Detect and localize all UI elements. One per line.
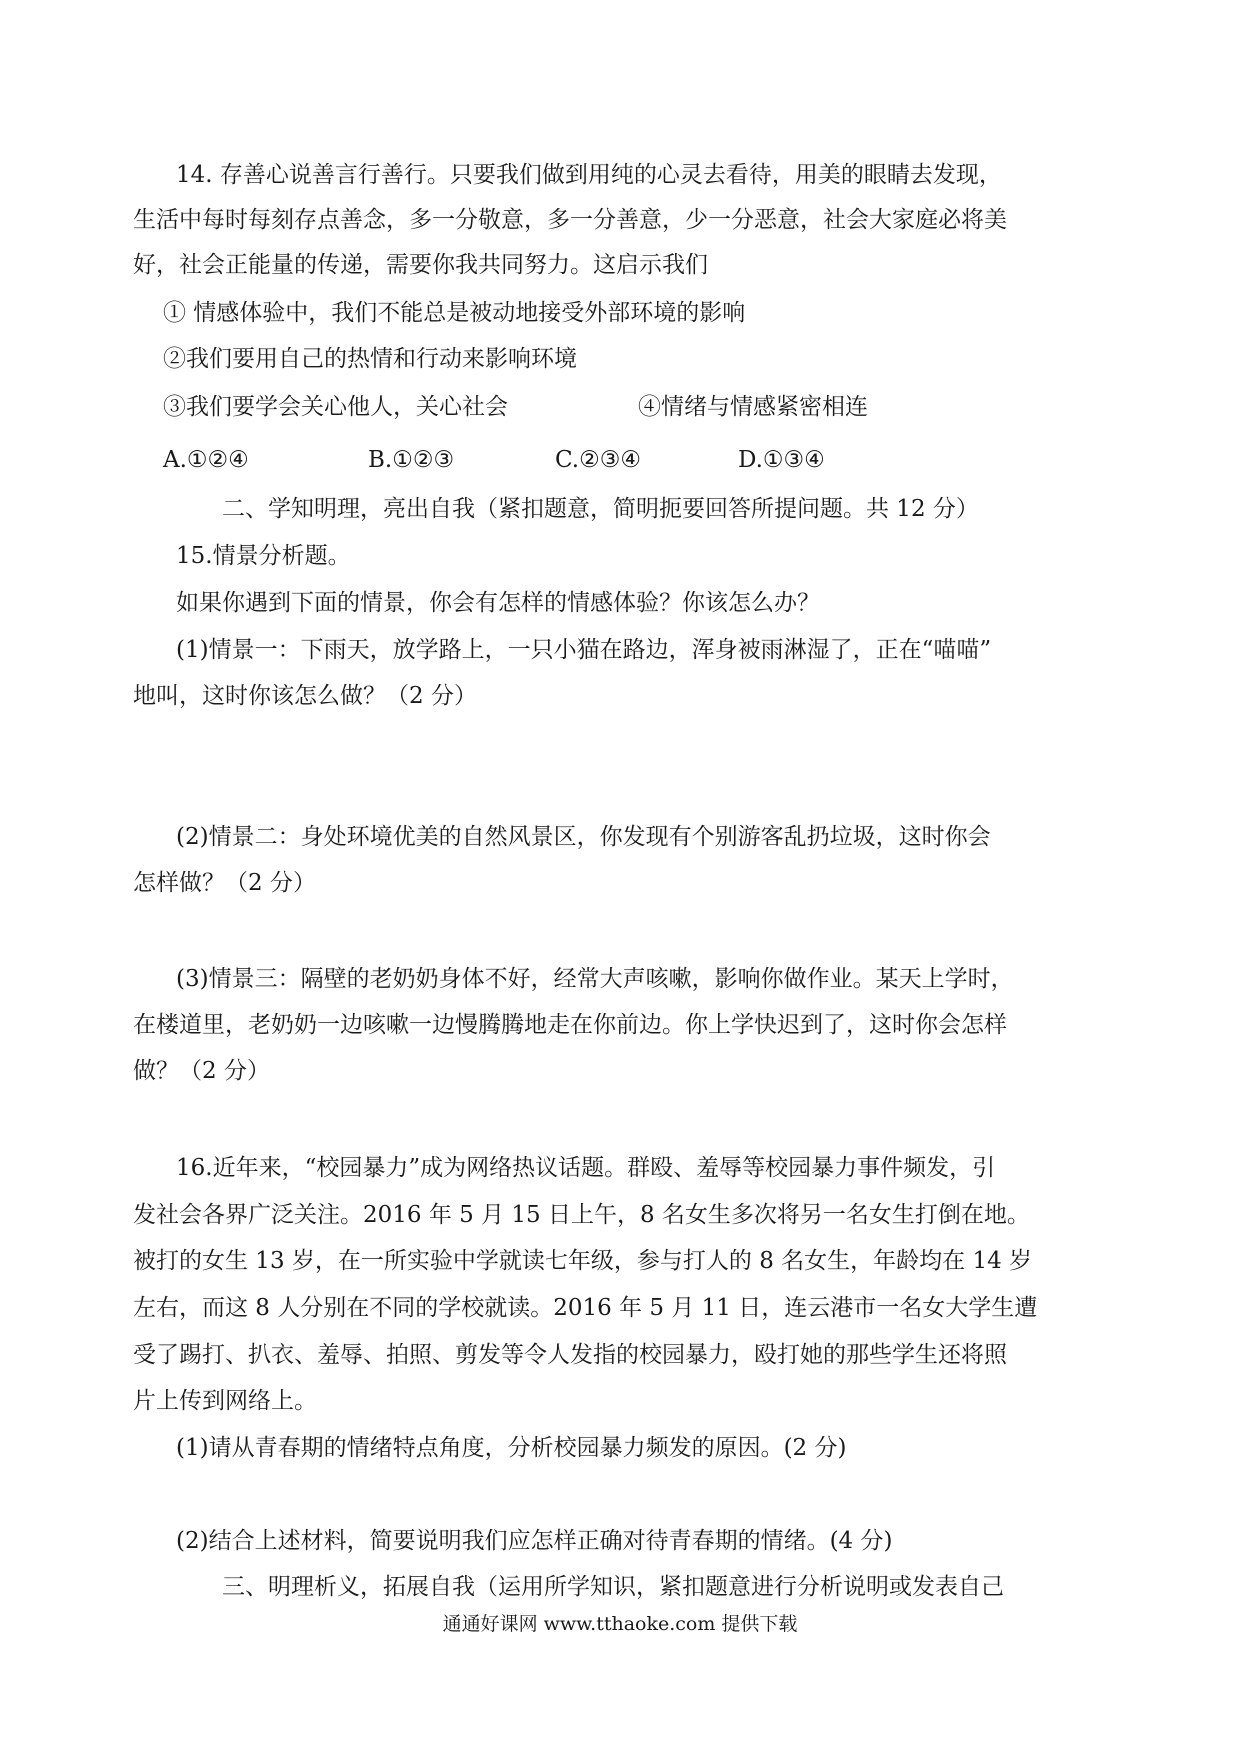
q15-title: 15.情景分析题。 xyxy=(176,543,351,569)
q14-statement-3: ③我们要学会关心他人，关心社会 xyxy=(163,394,508,420)
q15-intro: 如果你遇到下面的情景，你会有怎样的情感体验？你该怎么办？ xyxy=(176,590,820,616)
q14-stem-line-1: 14. 存善心说善言行善行。只要我们做到用纯的心灵去看待，用美的眼睛去发现， xyxy=(176,162,1002,188)
q14-stem-line-3: 好，社会正能量的传递，需要你我共同努力。这启示我们 xyxy=(133,252,708,278)
q15-scenario-2-line-1: (2)情景二：身处环境优美的自然风景区，你发现有个别游客乱扔垃圾，这时你会 xyxy=(176,824,991,850)
q16-subquestion-1: (1)请从青春期的情绪特点角度，分析校园暴力频发的原因。(2 分) xyxy=(176,1435,847,1461)
q16-stem-line-6: 片上传到网络上。 xyxy=(133,1388,317,1414)
q16-stem-line-4: 左右，而这 8 人分别在不同的学校就读。2016 年 5 月 11 日，连云港市一名女大学生遭 xyxy=(133,1295,1038,1321)
q14-option-b: B.①②③ xyxy=(368,447,455,473)
section-3-heading: 三、明理析义，拓展自我（运用所学知识，紧扣题意进行分析说明或发表自己 xyxy=(222,1574,1004,1600)
q14-statement-2: ②我们要用自己的热情和行动来影响环境 xyxy=(163,346,577,372)
q15-scenario-3-line-2: 在楼道里，老奶奶一边咳嗽一边慢腾腾地走在你前边。你上学快迟到了，这时你会怎样 xyxy=(133,1012,1007,1038)
q15-scenario-3-line-3: 做？（2 分） xyxy=(133,1058,270,1084)
section-2-heading: 二、学知明理，亮出自我（紧扣题意，简明扼要回答所提问题。共 12 分） xyxy=(222,496,979,522)
q16-stem-line-2: 发社会各界广泛关注。2016 年 5 月 15 日上午，8 名女生多次将另一名女生打倒在地。 xyxy=(133,1202,1030,1228)
q16-stem-line-1: 16.近年来，“校园暴力”成为网络热议话题。群殴、羞辱等校园暴力事件频发，引 xyxy=(176,1155,996,1181)
q15-scenario-1-line-1: (1)情景一：下雨天，放学路上，一只小猫在路边，浑身被雨淋湿了，正在“喵喵” xyxy=(176,637,992,663)
q14-stem-line-2: 生活中每时每刻存点善念，多一分敬意，多一分善意，少一分恶意，社会大家庭必将美 xyxy=(133,207,1007,233)
q16-stem-line-3: 被打的女生 13 岁，在一所实验中学就读七年级，参与打人的 8 名女生，年龄均在 14 岁 xyxy=(133,1248,1033,1274)
q15-scenario-2-line-2: 怎样做？（2 分） xyxy=(133,870,316,896)
q16-stem-line-5: 受了踢打、扒衣、羞辱、拍照、剪发等令人发指的校园暴力，殴打她的那些学生还将照 xyxy=(133,1342,1007,1368)
q14-statement-4: ④情绪与情感紧密相连 xyxy=(638,394,868,420)
q14-option-a: A.①②④ xyxy=(163,447,249,473)
q14-option-c: C.②③④ xyxy=(555,447,641,473)
q14-statement-1: ① 情感体验中，我们不能总是被动地接受外部环境的影响 xyxy=(163,300,746,326)
q15-scenario-1-line-2: 地叫，这时你该怎么做？（2 分） xyxy=(133,683,477,709)
page-footer: 通通好课网 www.tthaoke.com 提供下载 xyxy=(442,1613,798,1635)
q14-option-d: D.①③④ xyxy=(738,447,825,473)
q15-scenario-3-line-1: (3)情景三：隔壁的老奶奶身体不好，经常大声咳嗽，影响你做作业。某天上学时， xyxy=(176,966,1014,992)
q16-subquestion-2: (2)结合上述材料，简要说明我们应怎样正确对待青春期的情绪。(4 分) xyxy=(176,1528,893,1554)
